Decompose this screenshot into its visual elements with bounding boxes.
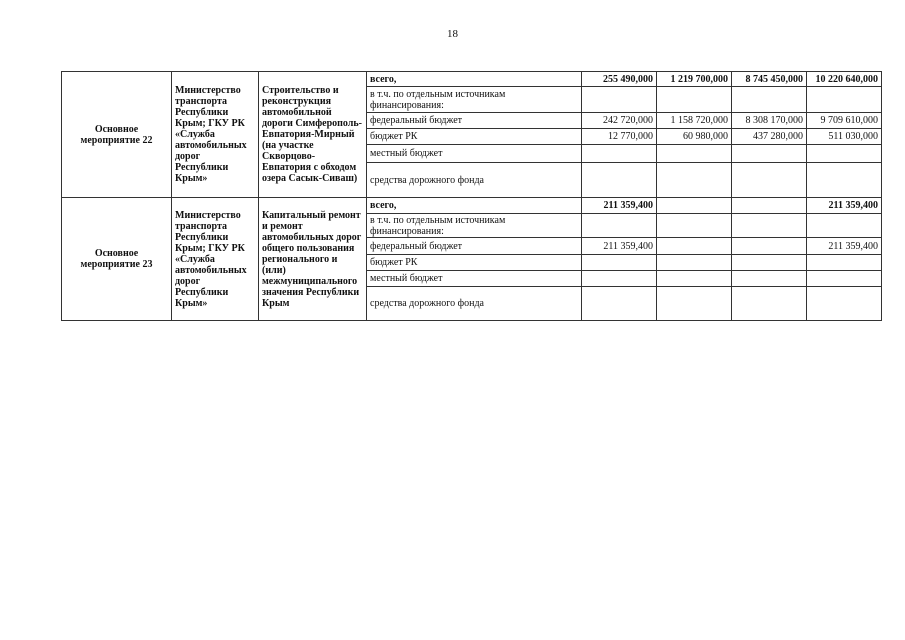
amount-cell: 8 745 450,000	[732, 72, 807, 87]
amount-cell	[807, 271, 882, 287]
funding-source: в т.ч. по отдельным источникам финансирования:	[367, 87, 582, 113]
amount-cell: 1 219 700,000	[657, 72, 732, 87]
amount-cell	[732, 87, 807, 113]
funding-table	[61, 71, 882, 321]
amount-cell	[657, 163, 732, 198]
table-row	[62, 198, 882, 214]
amount-cell	[732, 214, 807, 238]
amount-cell	[732, 238, 807, 255]
amount-cell: 242 720,000	[582, 113, 657, 129]
table-row	[62, 72, 882, 87]
amount-cell	[582, 214, 657, 238]
amount-cell	[732, 198, 807, 214]
funding-source: средства дорожного фонда	[367, 163, 582, 198]
amount-cell	[732, 271, 807, 287]
amount-cell	[732, 287, 807, 321]
amount-cell	[657, 238, 732, 255]
executor: Министерство транспорта Республики Крым; ГКУ РК «Служба автомобильных дорог Республики Крым»	[172, 72, 259, 198]
executor: Министерство транспорта Республики Крым; ГКУ РК «Служба автомобильных дорог Республики Крым»	[172, 198, 259, 321]
amount-cell	[732, 255, 807, 271]
funding-source: бюджет РК	[367, 129, 582, 145]
event-name: Основное мероприятие 23	[62, 198, 172, 321]
amount-cell	[582, 287, 657, 321]
funding-source: местный бюджет	[367, 271, 582, 287]
amount-cell	[657, 87, 732, 113]
amount-cell	[807, 255, 882, 271]
amount-cell	[732, 145, 807, 163]
amount-cell	[582, 145, 657, 163]
amount-cell: 437 280,000	[732, 129, 807, 145]
funding-source: всего,	[367, 72, 582, 87]
amount-cell: 511 030,000	[807, 129, 882, 145]
event-name: Основное мероприятие 22	[62, 72, 172, 198]
page-number: 18	[447, 28, 458, 40]
event-description: Капитальный ремонт и ремонт автомобильных дорог общего пользования регионального и (или) межмуниципального значения Республики Крым	[259, 198, 367, 321]
amount-cell	[657, 198, 732, 214]
amount-cell: 211 359,400	[582, 238, 657, 255]
funding-source: бюджет РК	[367, 255, 582, 271]
amount-cell	[657, 271, 732, 287]
amount-cell	[657, 255, 732, 271]
amount-cell: 10 220 640,000	[807, 72, 882, 87]
amount-cell: 211 359,400	[807, 238, 882, 255]
funding-source: средства дорожного фонда	[367, 287, 582, 321]
amount-cell: 8 308 170,000	[732, 113, 807, 129]
amount-cell: 60 980,000	[657, 129, 732, 145]
amount-cell: 211 359,400	[582, 198, 657, 214]
amount-cell	[582, 271, 657, 287]
funding-source: федеральный бюджет	[367, 113, 582, 129]
amount-cell	[657, 287, 732, 321]
amount-cell	[807, 145, 882, 163]
amount-cell	[657, 214, 732, 238]
amount-cell	[807, 163, 882, 198]
event-description: Строительство и реконструкция автомобильной дороги Симферополь-Евпатория-Мирный (на участке Скворцово-Евпатория с обходом озера Сасык-Сиваш)	[259, 72, 367, 198]
amount-cell: 255 490,000	[582, 72, 657, 87]
amount-cell	[582, 87, 657, 113]
funding-source: в т.ч. по отдельным источникам финансирования:	[367, 214, 582, 238]
amount-cell	[657, 145, 732, 163]
amount-cell: 12 770,000	[582, 129, 657, 145]
amount-cell: 1 158 720,000	[657, 113, 732, 129]
amount-cell: 9 709 610,000	[807, 113, 882, 129]
amount-cell	[807, 287, 882, 321]
amount-cell	[807, 87, 882, 113]
amount-cell	[582, 163, 657, 198]
amount-cell	[732, 163, 807, 198]
amount-cell	[582, 255, 657, 271]
funding-source: всего,	[367, 198, 582, 214]
amount-cell: 211 359,400	[807, 198, 882, 214]
funding-source: федеральный бюджет	[367, 238, 582, 255]
amount-cell	[807, 214, 882, 238]
funding-source: местный бюджет	[367, 145, 582, 163]
